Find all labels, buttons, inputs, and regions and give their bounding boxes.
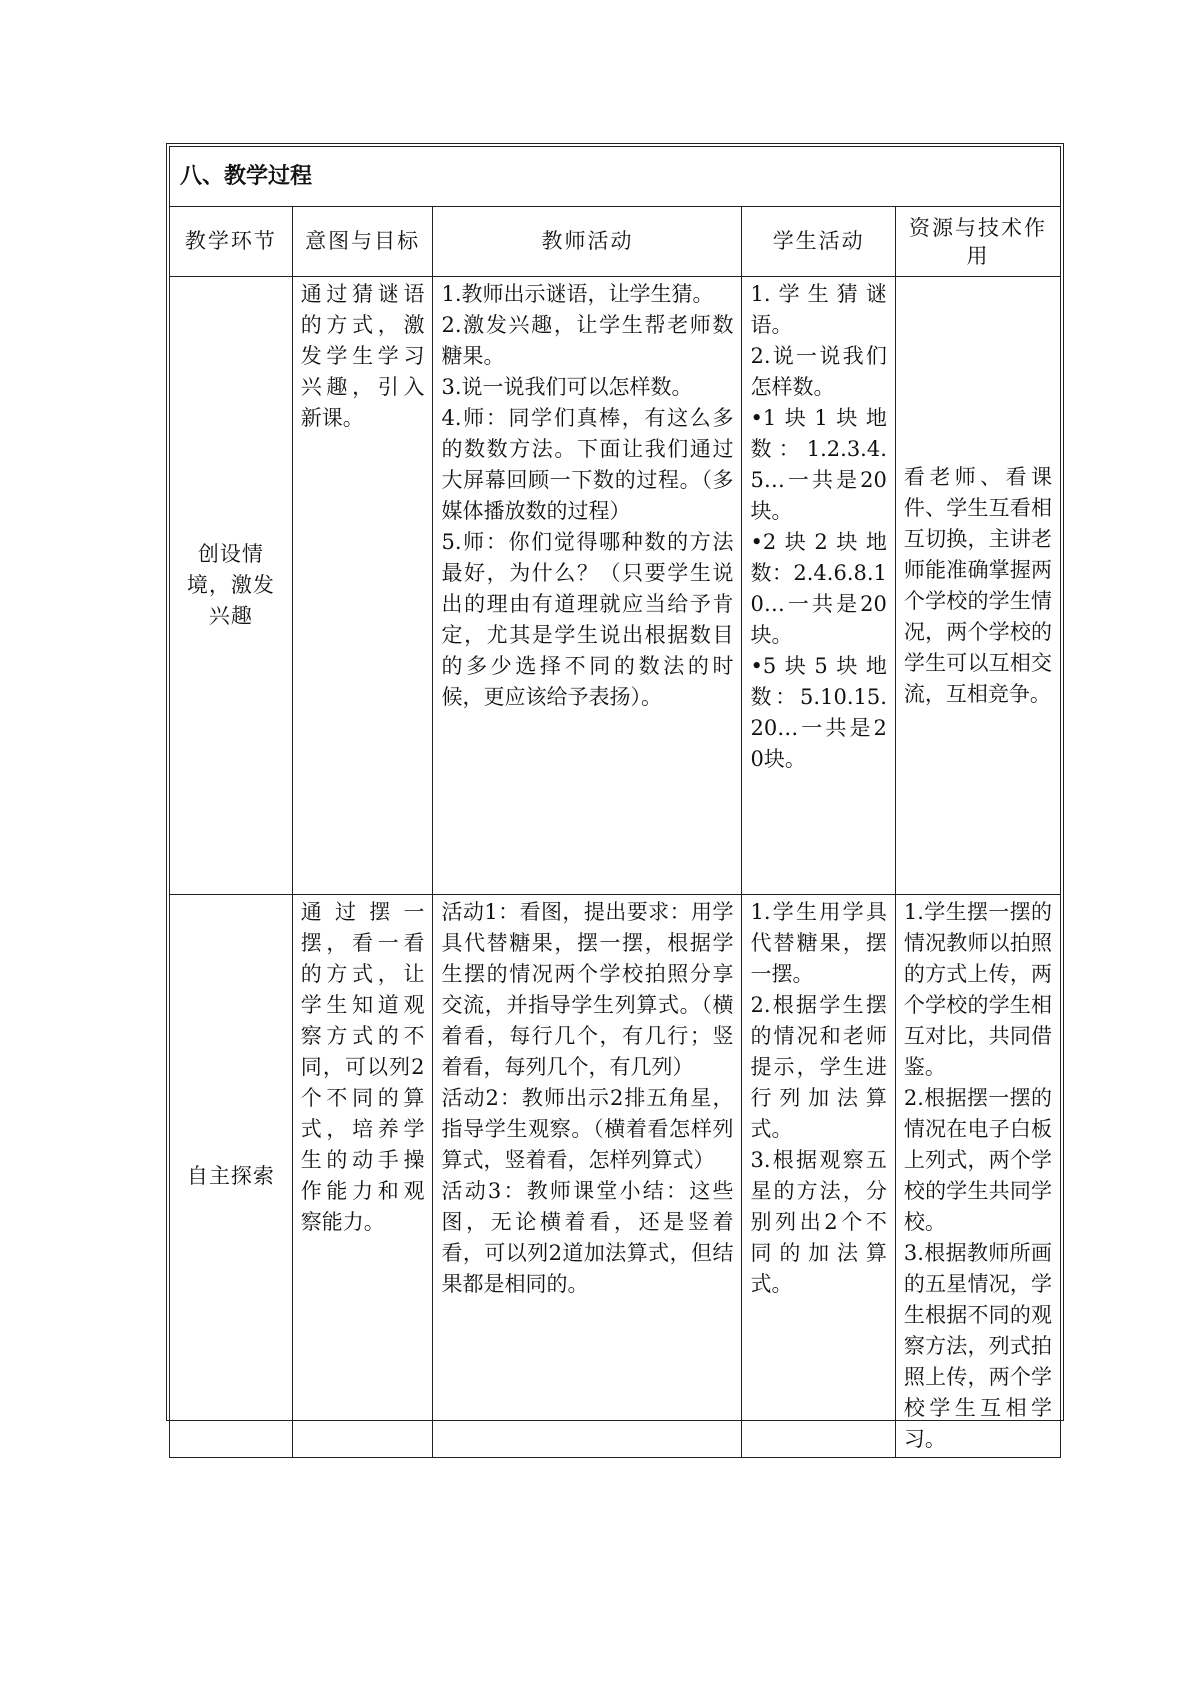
header-teacher-activity: 教师活动 (433, 207, 742, 277)
teacher-activity-cell (433, 895, 742, 1458)
student-activity-cell (742, 277, 895, 895)
header-stage: 教学环节 (170, 207, 293, 277)
student-step: •1块1块地数：1.2.3.4.5…一共是20块。 (750, 406, 887, 523)
teacher-activity-cell (433, 277, 742, 895)
resource-cell: 看老师、看课件、学生互看相互切换，主讲老师能准确掌握两个学校的学生情况，两个学校的学生可以互相交流，互相竞争。 (895, 277, 1060, 895)
resource-step: 2.根据摆一摆的情况在电子白板上列式，两个学校的学生共同学校。 (903, 1086, 1052, 1234)
student-step: •5块5块地数：5.10.15.20…一共是20块。 (750, 654, 887, 771)
section-title: 八、教学过程 (170, 147, 1061, 207)
student-step: 2.说一说我们怎样数。 (750, 344, 887, 399)
header-student-activity: 学生活动 (742, 207, 895, 277)
student-step: •2块2块地数：2.4.6.8.10…一共是20块。 (750, 530, 887, 647)
intent-cell: 通过摆一摆，看一看的方式，让学生知道观察方式的不同，可以列2个不同的算式，培养学生的动手操作能力和观察能力。 (292, 895, 433, 1458)
resource-cell (895, 895, 1060, 1458)
student-activity-cell (742, 895, 895, 1458)
student-step: 3.根据观察五星的方法，分别列出2个不同的加法算式。 (750, 1148, 887, 1296)
teaching-process-table (169, 146, 1061, 1458)
teacher-step: 活动1：看图，提出要求：用学具代替糖果，摆一摆，根据学生摆的情况两个学校拍照分享交流，并指导学生列算式。（横着看，每行几个，有几行；竖着看，每列几个，有几列） (441, 900, 734, 1079)
teacher-step: 5.师：你们觉得哪种数的方法最好，为什么？（只要学生说出的理由有道理就应当给予肯定，尤其是学生说出根据数目的多少选择不同的数法的时候，更应该给予表扬）。 (441, 530, 734, 709)
student-step: 1.学生用学具代替糖果，摆一摆。 (750, 900, 887, 986)
teacher-step: 活动2：教师出示2排五角星，指导学生观察。（横着看怎样列算式，竖着看，怎样列算式） (441, 1086, 734, 1172)
stage-cell: 自主探索 (170, 895, 293, 1458)
teacher-step: 4.师：同学们真棒，有这么多的数数方法。下面让我们通过大屏幕回顾一下数的过程。（多媒体播放数的过程） (441, 406, 734, 523)
teacher-step: 3.说一说我们可以怎样数。 (441, 375, 693, 399)
teacher-step: 活动3：教师课堂小结：这些图，无论横着看，还是竖着看，可以列2道加法算式，但结果都是相同的。 (441, 1179, 734, 1296)
teacher-step: 2.激发兴趣，让学生帮老师数糖果。 (441, 313, 734, 368)
table-row (170, 895, 1061, 1458)
stage-cell: 创设情境，激发兴趣 (170, 277, 293, 895)
table-row (170, 277, 1061, 895)
header-intent: 意图与目标 (292, 207, 433, 277)
intent-cell: 通过猜谜语的方式，激发学生学习兴趣，引入新课。 (292, 277, 433, 895)
header-row (170, 207, 1061, 277)
student-step: 2.根据学生摆的情况和老师提示，学生进行列加法算式。 (750, 993, 887, 1141)
resource-step: 1.学生摆一摆的情况教师以拍照的方式上传，两个学校的学生相互对比，共同借鉴。 (903, 900, 1052, 1079)
teacher-step: 1.教师出示谜语，让学生猜。 (441, 282, 714, 306)
header-resource: 资源与技术作用 (895, 207, 1060, 277)
student-step: 1.学生猜谜语。 (750, 282, 887, 337)
resource-step: 3.根据教师所画的五星情况，学生根据不同的观察方法，列式拍照上传，两个学校学生互相学习。 (903, 1241, 1052, 1451)
